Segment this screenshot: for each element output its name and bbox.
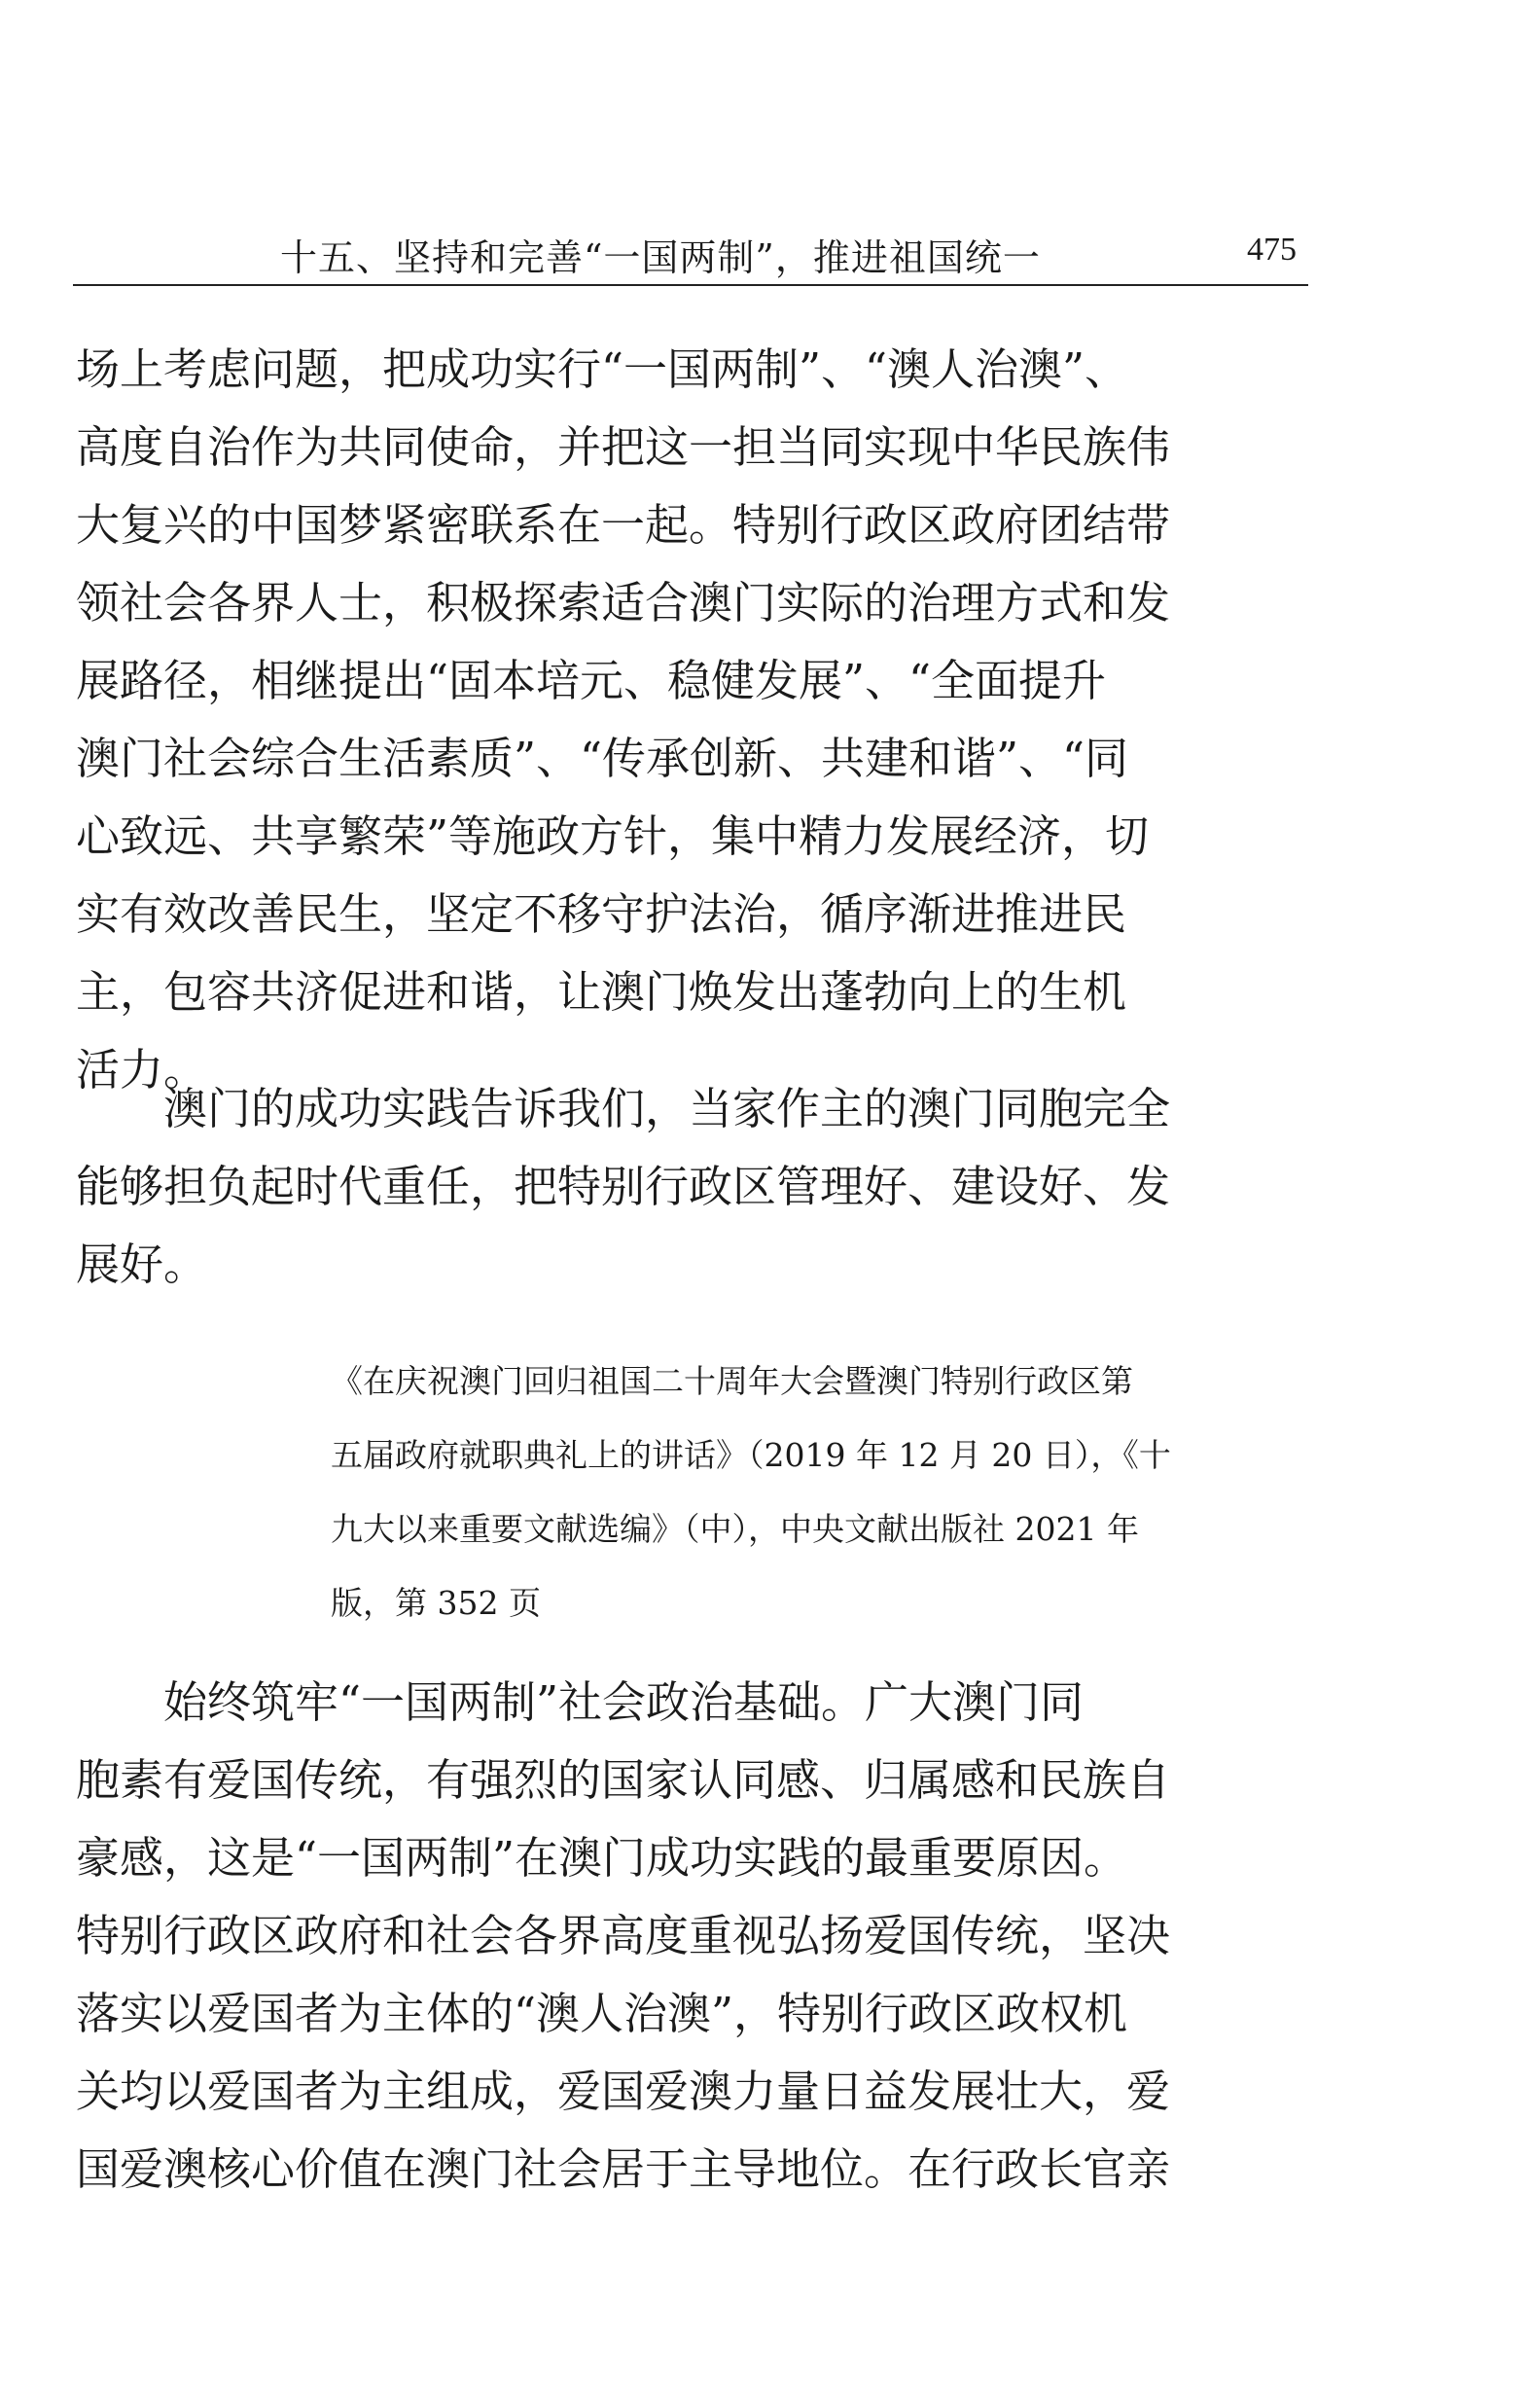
text-line: 展好。	[76, 1239, 208, 1290]
text-line: 能够担负起时代重任，把特别行政区管理好、建设好、发	[76, 1161, 1171, 1212]
body-paragraph	[76, 1664, 1316, 2209]
text-line: 主，包容共济促进和谐，让澳门焕发出蓬勃向上的生机	[76, 966, 1127, 1018]
body-paragraph	[76, 1070, 1316, 1304]
text-line: 高度自治作为共同使命，并把这一担当同实现中华民族伟	[76, 421, 1171, 473]
text-line: 国爱澳核心价值在澳门社会居于主导地位。在行政长官亲	[76, 2143, 1171, 2195]
citation-line: 九大以来重要文献选编》（中），中央文献出版社 2021 年	[331, 1510, 1139, 1548]
text-line: 始终筑牢“一国两制”社会政治基础。广大澳门同	[76, 1676, 1085, 1728]
text-line: 胞素有爱国传统，有强烈的国家认同感、归属感和民族自	[76, 1754, 1171, 1806]
text-line: 豪感，这是“一国两制”在澳门成功实践的最重要原因。	[76, 1832, 1128, 1884]
text-line: 特别行政区政府和社会各界高度重视弘扬爱国传统，坚决	[76, 1910, 1171, 1961]
source-citation	[331, 1345, 1313, 1640]
text-line: 关均以爱国者为主组成，爱国爱澳力量日益发展壮大，爱	[76, 2066, 1171, 2117]
text-line: 澳门社会综合生活素质”、“传承创新、共建和谐”、“同	[76, 733, 1129, 784]
text-line: 大复兴的中国梦紧密联系在一起。特别行政区政府团结带	[76, 499, 1171, 551]
citation-line: 《在庆祝澳门回归祖国二十周年大会暨澳门特别行政区第	[331, 1362, 1133, 1400]
running-header	[73, 226, 1308, 286]
citation-line: 版，第 352 页	[331, 1584, 541, 1622]
text-line: 落实以爱国者为主体的“澳人治澳”，特别行政区政权机	[76, 1988, 1128, 2039]
text-line: 展路径，相继提出“固本培元、稳健发展”、“全面提升	[76, 655, 1107, 706]
citation-line: 五届政府就职典礼上的讲话》（2019 年 12 月 20 日），《十	[331, 1436, 1171, 1474]
chapter-title: 十五、坚持和完善“一国两制”，推进祖国统一	[280, 236, 1041, 279]
text-line: 心致远、共享繁荣”等施政方针，集中精力发展经济，切	[76, 810, 1150, 862]
text-line: 场上考虑问题，把成功实行“一国两制”、“澳人治澳”、	[76, 343, 1129, 395]
text-line: 领社会各界人士，积极探索适合澳门实际的治理方式和发	[76, 577, 1171, 629]
text-line: 活力。	[76, 1044, 208, 1096]
text-line: 实有效改善民生，坚定不移守护法治，循序渐进推进民	[76, 888, 1127, 940]
body-paragraph	[76, 331, 1316, 1109]
text-line: 澳门的成功实践告诉我们，当家作主的澳门同胞完全	[76, 1083, 1171, 1134]
page-number: 475	[1247, 232, 1297, 268]
